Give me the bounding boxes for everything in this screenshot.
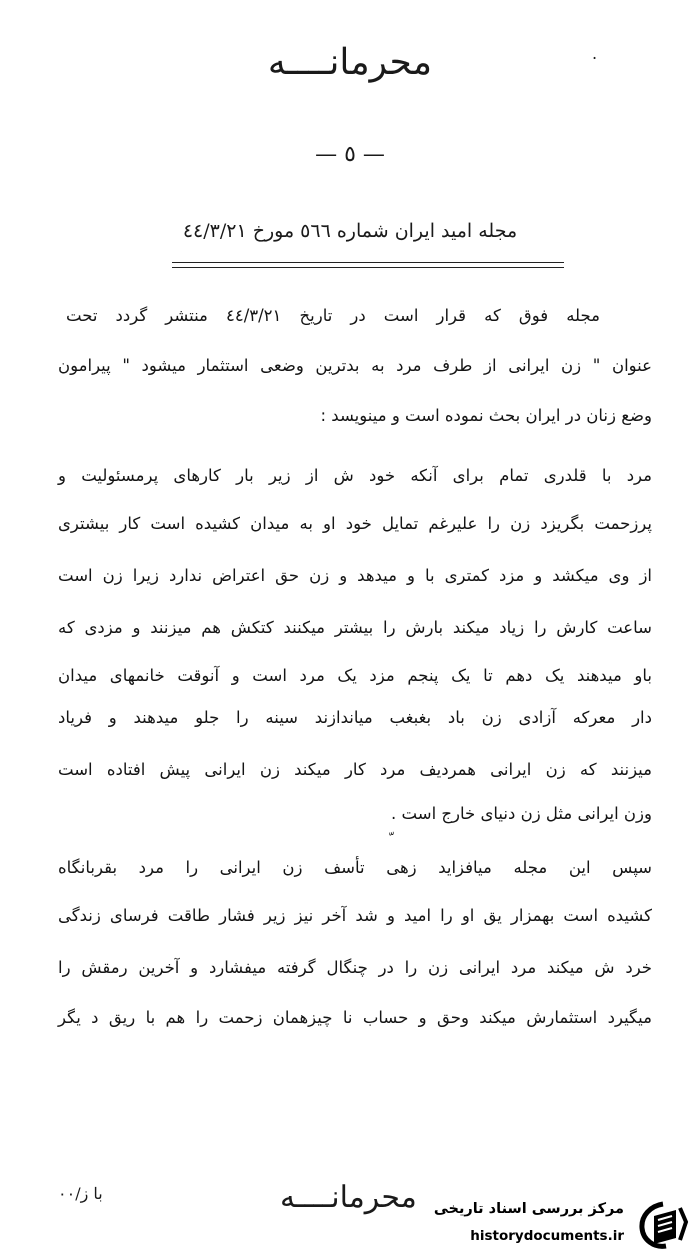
classification-title: محرمانــــه (267, 42, 433, 83)
body-line: مرد با قلدری تمام برای آنکه خود ش از زیر بار کارهای پرمسئولیت و (58, 466, 652, 485)
body-line: باو میدهند یک دهم تا یک پنجم مزد یک مرد است و آنوقت خانمهای میدان (58, 666, 652, 685)
body-line: عنوان " زن ایرانی از طرف مرد به بدترین وضعی استثمار میشود " پیرامون (58, 356, 652, 375)
watermark-name: مرکز بررسی اسناد تاریخی (433, 1201, 624, 1217)
body-line: میزنند که زن ایرانی همردیف مرد کار میکند زن ایرانی پیش افتاده است (58, 760, 652, 779)
body-line: ساعت کارش را زیاد میکند بارش را بیشتر میکنند کتکش هم میزنند و مزدی که (58, 618, 652, 637)
header-dot: . (592, 44, 598, 63)
double-underline-bottom (172, 267, 564, 268)
body-line: سپس این مجله میافزاید زهی تأسف زن ایرانی را مرد بقربانگاه (58, 858, 652, 877)
watermark-url: historydocuments.ir (470, 1228, 624, 1244)
body-line: دار معرکه آزادی زن باد بغبغب میاندازند سینه را جلو میدهند و فریاد (58, 708, 652, 727)
body-line: خرد ش میکند مرد ایرانی زن را در چنگال گرفته میفشارد و آخرین رمقش را (58, 958, 652, 977)
double-underline-top (172, 262, 564, 263)
classification-footer: محرمانــــه (280, 1180, 417, 1215)
source-line: مجله امید ایران شماره ٥٦٦ مورخ ٤٤/٣/٢١ (182, 220, 518, 242)
body-line: وضع زنان در ایران بحث نموده است و مینویسد : (320, 406, 652, 425)
body-line: مجله فوق که قرار است در تاریخ ٤٤/٣/٢١ منتشر گردد تحت (66, 306, 600, 325)
body-line: پرزحمت بگریزد زن را علیرغم تمایل خود او به میدان کشیده است کار بیشتری (58, 514, 652, 533)
body-line: وزن ایرانی مثل زن دنیای خارج است . (391, 804, 652, 823)
body-line: از وی میکشد و مزد کمتری با و میدهد و زن حق اعتراض ندارد زیرا زن است (58, 566, 652, 585)
body-line: کشیده است بهمزار یق او را امید و شد آخر نیز زیر فشار طاقت فرسای زندگی (58, 906, 652, 925)
book-emblem-icon (636, 1200, 690, 1250)
body-line: میگیرد استثمارش میکند وحق و حساب نا چیزهمان زحمت را هم با ریق د یگر (58, 1008, 652, 1027)
archive-watermark (432, 1196, 694, 1254)
section-separator: — ٥ — (315, 142, 385, 167)
page-reference: با ز/٠٠ (58, 1184, 103, 1203)
